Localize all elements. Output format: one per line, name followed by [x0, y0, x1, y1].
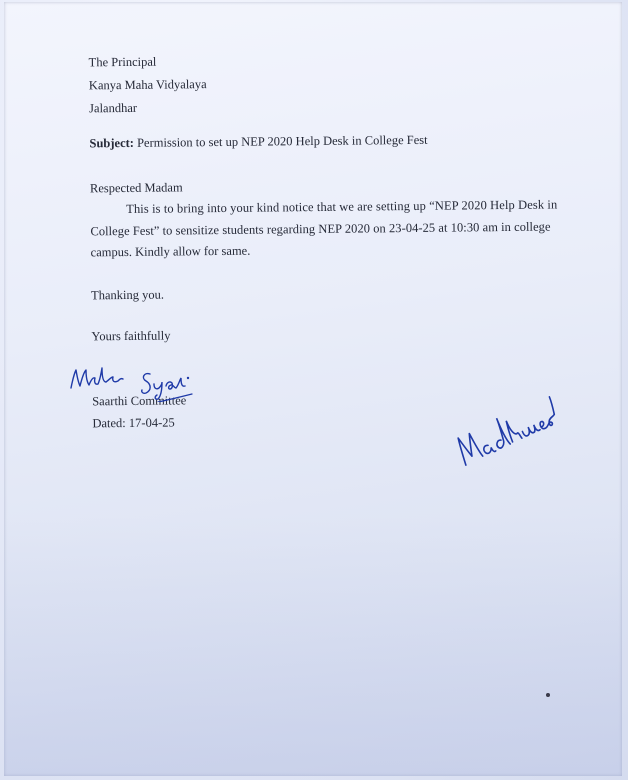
recipient-line-2: Kanya Maha Vidyalaya: [88, 77, 207, 93]
subject-line: [89, 133, 427, 152]
subject-label: Subject:: [89, 135, 135, 151]
signature-first-drawing: [66, 360, 126, 396]
committee-name: Saarthi Committee: [92, 393, 187, 409]
signature-third: [444, 386, 564, 466]
signature-second: [136, 366, 196, 402]
paper-ink-speck: [546, 693, 550, 697]
recipient-line-3: Jalandhar: [89, 100, 138, 116]
body-line-3: campus. Kindly allow for same.: [90, 243, 251, 260]
signature-second-drawing: [136, 366, 196, 402]
subject-text: Permission to set up NEP 2020 Help Desk in College Fest: [133, 132, 428, 150]
recipient-line-1: The Principal: [88, 54, 157, 70]
thanks-line: Thanking you.: [91, 287, 165, 303]
body-line-1: This is to bring into your kind notice that we are setting up “NEP 2020 Help Desk in: [126, 197, 558, 216]
signature-third-drawing: [444, 386, 564, 466]
closing-line: Yours faithfully: [91, 328, 171, 344]
salutation: Respected Madam: [89, 180, 183, 196]
signature-first: [66, 360, 126, 396]
date-line: Dated: 17-04-25: [92, 415, 175, 431]
body-line-2: College Fest” to sensitize students regarding NEP 2020 on 23-04-25 at 10:30 am in college: [90, 219, 551, 239]
